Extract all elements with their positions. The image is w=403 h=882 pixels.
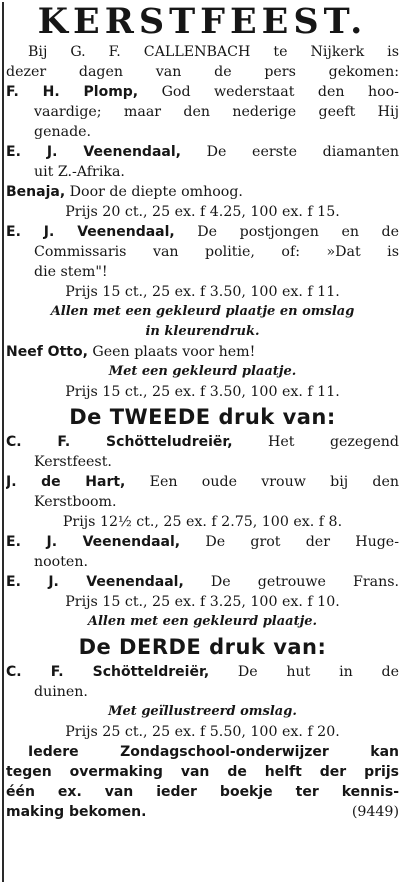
entry-author: E. J. Veenendaal, <box>6 144 181 160</box>
intro-line-1: Bij G. F. CALLENBACH te Nijkerk is <box>28 44 399 60</box>
closing-line: één ex. van ieder boekje ter kennis- <box>6 784 399 800</box>
entry-continuation: uit Z.-Afrika. <box>34 164 125 180</box>
entry-title: De eerste diamanten <box>206 144 399 160</box>
entry-kerstfeest <box>6 432 399 452</box>
entry-title: Door de diepte omhoog. <box>69 184 243 200</box>
price-line: Prijs 15 ct., 25 ex. f 3.25, 100 ex. f 10. <box>65 594 340 610</box>
entry-continuation: Kerstboom. <box>34 494 117 510</box>
price-line: Prijs 15 ct., 25 ex. f 3.50, 100 ex. f 11. <box>65 284 340 300</box>
entry-frans <box>6 572 399 592</box>
price-line: Prijs 20 ct., 25 ex. f 4.25, 100 ex. f 15. <box>65 204 340 220</box>
entry-diamanten <box>6 142 399 162</box>
entry-continuation: vaardige; maar den nederige geeft Hij <box>34 104 399 120</box>
entry-author: J. de Hart, <box>6 474 126 490</box>
entry-author: E. J. Veenendaal, <box>6 574 184 590</box>
entry-author: Neef Otto, <box>6 344 88 360</box>
entry-continuation: Kerstfeest. <box>34 454 112 470</box>
entry-author: Benaja, <box>6 184 66 200</box>
entry-continuation: nooten. <box>34 554 88 570</box>
entry-benaja <box>6 182 399 202</box>
entry-continuation: duinen. <box>34 684 88 700</box>
price-line: Prijs 12½ ct., 25 ex. f 2.75, 100 ex. f 8. <box>62 514 343 530</box>
ad-number: (9449) <box>351 804 399 820</box>
entry-author: E. J. Veenendaal, <box>6 534 181 550</box>
entry-continuation: Commissaris van politie, of: »Dat is <box>34 244 399 260</box>
entry-title: De postjongen en de <box>197 224 399 240</box>
heading-derde-druk: De DERDE druk van: <box>78 635 327 659</box>
entry-continuation: die stem"! <box>34 264 108 280</box>
entry-title: De getrouwe Frans. <box>210 574 399 590</box>
entry-author: C. F. Schötteldreiër, <box>6 664 210 680</box>
entry-title: Een oude vrouw bij den <box>149 474 399 490</box>
ad-title: KERSTFEEST. <box>37 1 368 42</box>
entry-continuation: genade. <box>34 124 92 140</box>
closing-line: making bekomen. <box>6 804 147 820</box>
note-line: Allen met een gekleurd plaatje. <box>87 614 318 629</box>
entry-title: De hut in de <box>237 664 399 680</box>
closing-line: tegen overmaking van de helft der prijs <box>6 764 399 780</box>
note-line: Allen met een gekleurd plaatje en omslag <box>50 304 355 319</box>
note-line: Met geïllustreerd omslag. <box>108 704 297 719</box>
entry-kerstboom <box>6 472 399 492</box>
closing-line: Iedere Zondagschool-onderwijzer kan <box>28 744 399 760</box>
entry-postjongen <box>6 222 399 242</box>
heading-tweede-druk: De TWEEDE druk van: <box>69 405 336 429</box>
column-rule <box>2 2 4 882</box>
entry-hugenooten <box>6 532 399 552</box>
advertisement <box>0 2 403 882</box>
entry-title: Geen plaats voor hem! <box>92 344 256 360</box>
entry-author: F. H. Plomp, <box>6 84 139 100</box>
entry-title: God wederstaat den hoo- <box>161 84 399 100</box>
entry-hut <box>6 662 399 682</box>
entry-title: De grot der Huge- <box>205 534 399 550</box>
entry-author: C. F. Schötteludreiër, <box>6 434 233 450</box>
price-line: Prijs 15 ct., 25 ex. f 3.50, 100 ex. f 11. <box>65 384 340 400</box>
entry-plomp <box>6 82 399 102</box>
entry-title: Het gezegend <box>268 434 399 450</box>
intro-line-2: dezer dagen van de pers gekomen: <box>6 64 399 80</box>
price-line: Prijs 25 ct., 25 ex. f 5.50, 100 ex. f 20. <box>65 724 340 740</box>
entry-neef-otto <box>6 342 399 362</box>
entry-author: E. J. Veenendaal, <box>6 224 175 240</box>
closing-final-row <box>6 802 399 822</box>
note-line: Met een gekleurd plaatje. <box>108 364 297 379</box>
note-line: in kleurendruk. <box>145 324 260 339</box>
